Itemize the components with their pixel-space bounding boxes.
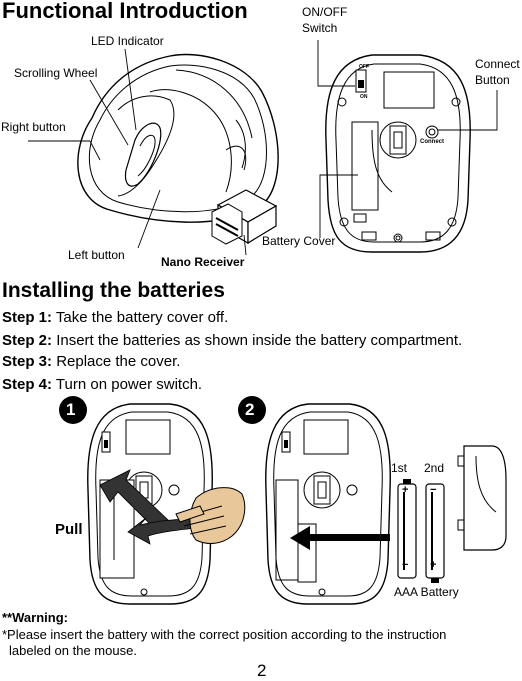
step-4-label: Step 4:: [2, 376, 53, 393]
battery-cover-drawing: [458, 446, 506, 550]
page-title: Functional Introduction: [2, 0, 248, 23]
label-connect-button-1: Connect: [475, 57, 520, 71]
label-on-off-switch-2: Switch: [302, 21, 338, 35]
battery1-plus: +: [402, 484, 409, 496]
step-2-label: Step 2:: [2, 332, 53, 349]
mouse-step2-drawing: [266, 404, 391, 604]
warning-title: **Warning:: [2, 610, 68, 625]
battery2-plus: +: [430, 559, 437, 571]
label-on-off-switch-1: ON/OFF: [302, 5, 348, 19]
bottom-connect-text: Connect: [420, 139, 444, 145]
bottom-switch-on-text: ON: [360, 94, 368, 100]
step-4-text: Turn on power switch.: [55, 376, 203, 393]
step-2-text: Insert the batteries as shown inside the battery compartment.: [56, 332, 463, 349]
warning-line-2: labeled on the mouse.: [9, 643, 137, 658]
label-scrolling-wheel: Scrolling Wheel: [14, 66, 98, 80]
label-left-button: Left button: [68, 248, 125, 262]
label-led-indicator: LED Indicator: [91, 34, 164, 48]
badge-2: 2: [245, 400, 255, 419]
step-3-text: Replace the cover.: [56, 353, 181, 370]
label-connect-button-2: Button: [475, 73, 510, 87]
label-right-button: Right button: [1, 120, 66, 134]
bottom-switch-off-text: OFF: [359, 64, 369, 70]
step-1-text: Take the battery cover off.: [55, 309, 229, 326]
step-3-label: Step 3:: [2, 353, 53, 370]
label-battery-cover: Battery Cover: [262, 234, 336, 248]
label-aaa-battery: AAA Battery: [394, 585, 459, 599]
label-first-battery: 1st: [391, 461, 408, 475]
battery1-minus: −: [402, 559, 409, 571]
warning-line-1: *Please insert the battery with the correct position according to the instruction: [2, 627, 447, 642]
badge-1: 1: [66, 400, 76, 419]
label-nano-receiver: Nano Receiver: [161, 255, 245, 269]
pull-label: Pull: [55, 521, 83, 538]
page-number: 2: [257, 661, 267, 680]
step-1-label: Step 1:: [2, 309, 53, 326]
install-heading: Installing the batteries: [2, 279, 225, 302]
battery2-minus: −: [430, 484, 437, 496]
label-second-battery: 2nd: [424, 461, 445, 475]
